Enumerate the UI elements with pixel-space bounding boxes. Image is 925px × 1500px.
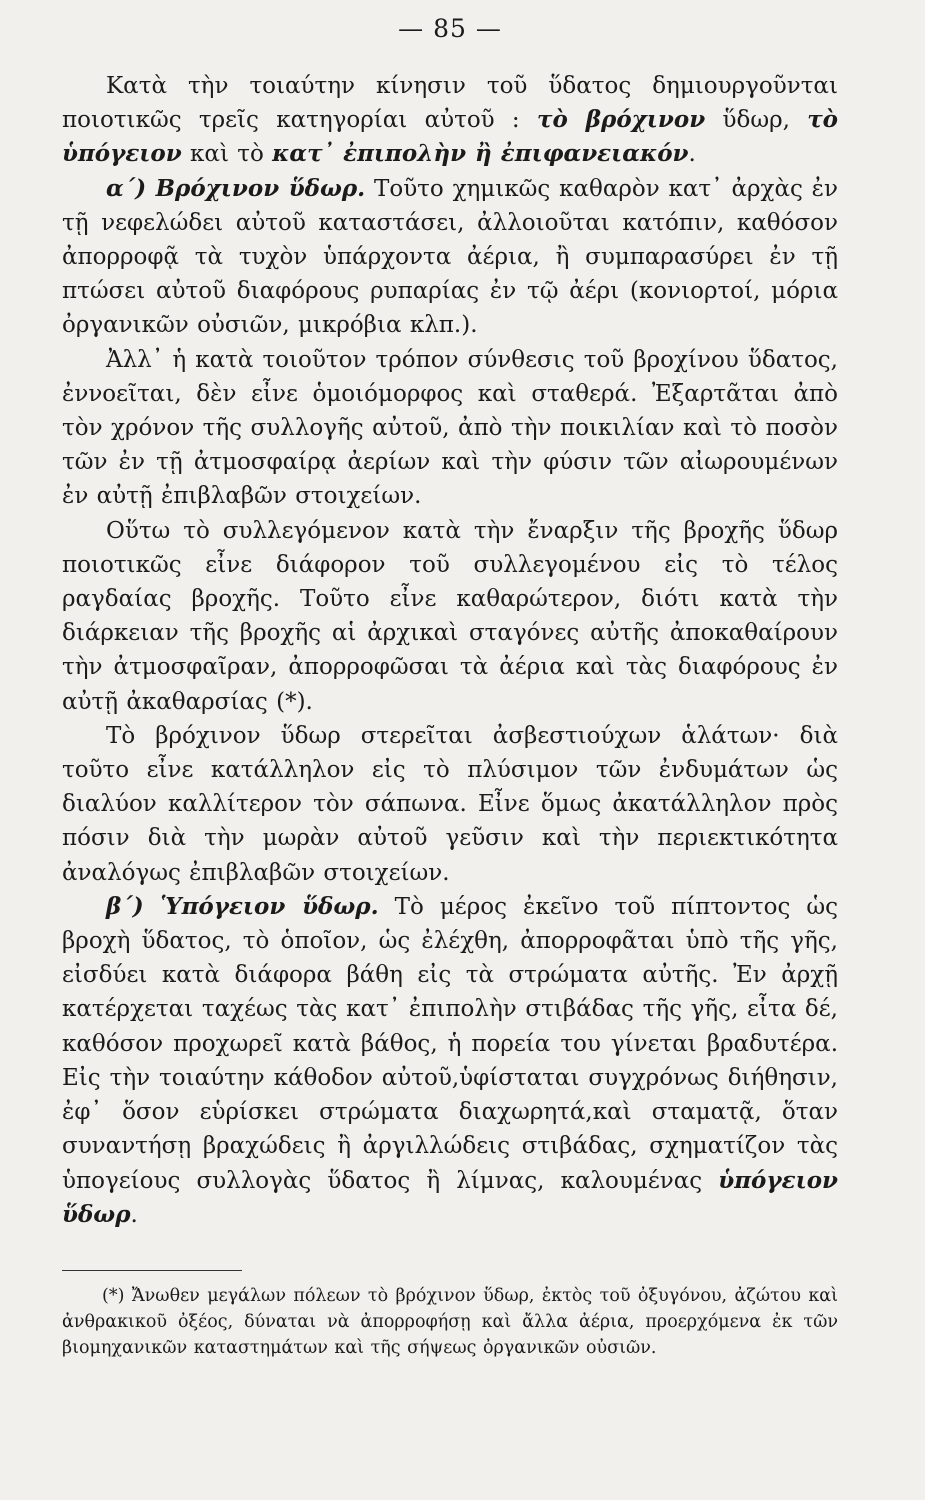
paragraph-rain-water <box>62 172 838 343</box>
paragraph-ground-water <box>62 890 838 1232</box>
paragraph-text: ὕδωρ, <box>705 107 808 134</box>
page-body <box>62 69 838 1232</box>
section-heading-ground-water: β΄) Ὑπόγειον ὕδωρ. <box>106 892 379 920</box>
paragraph-usage <box>62 719 838 890</box>
term-rain-water: τὸ βρόχινον <box>536 106 706 134</box>
paragraph-composition <box>62 343 838 514</box>
paragraph-text: . <box>130 1201 138 1228</box>
book-page <box>62 14 838 1484</box>
paragraph-text: . <box>688 141 696 168</box>
paragraph-text: Τοῦτο χημικῶς καθαρὸν κατ᾽ ἀρχὰς ἐν τῇ νεφελώδει αὐτοῦ καταστάσει, ἀλλοιοῦται κατόπιν, καθόσον ἀπορροφᾷ τὰ τυχὸν ὑπάρχοντα ἀέρια, ἢ συμπαρασύρει ἐν τῇ πτώσει αὐτοῦ διαφόρους ρυπαρίας ἐν τῷ ἀέρι (κονιορτοί, μόρια ὀργανικῶν οὐσιῶν, μικρόβια κλπ.). <box>62 175 838 339</box>
footnote: (*) Ἄνωθεν μεγάλων πόλεων τὸ βρόχινον ὕδωρ, ἐκτὸς τοῦ ὀξυγόνου, ἀζώτου καὶ ἀνθρακικοῦ ὀξέος, δύναται νὰ ἀπορροφήσῃ καὶ ἄλλα ἀέρια, προερχόμενα ἐκ τῶν βιομηχανικῶν καταστημάτων καὶ τῆς σήψεως ὀργανικῶν οὐσιῶν. <box>62 1285 838 1358</box>
section-heading-rain-water: α΄) Βρόχινον ὕδωρ. <box>106 174 366 202</box>
paragraph-text: Οὕτω τὸ συλλεγόμενον κατὰ τὴν ἔναρξιν τῆς βροχῆς ὕδωρ ποιοτικῶς εἶνε διάφορον τοῦ συλλεγομένου εἰς τὸ τέλος ραγδαίας βροχῆς. Τοῦτο εἶνε καθαρώτερον, διότι κατὰ τὴν διάρκειαν τῆς βροχῆς αἱ ἀρχικαὶ σταγόνες αὐτῆς ἀποκαθαίρουν τὴν ἀτμοσφαῖραν, ἀπορροφῶσαι τὰ ἀέρια καὶ τὰς διαφόρους ἐν αὐτῇ ἀκαθαρσίας (*). <box>62 517 838 715</box>
paragraph-text: Κατὰ τὴν τοιαύτην κίνησιν τοῦ ὕδατος δημιουργοῦνται ποιοτικῶς τρεῖς κατηγορίαι αὐτοῦ : <box>62 73 838 134</box>
paragraph-text: καὶ τὸ <box>181 141 273 168</box>
paragraph-intro <box>62 69 838 172</box>
paragraph-text: Ἀλλ᾽ ἡ κατὰ τοιοῦτον τρόπον σύνθεσις τοῦ βροχίνου ὕδατος, ἐννοεῖται, δὲν εἶνε ὁμοιόμορφος καὶ σταθερά. Ἐξαρτᾶται ἀπὸ τὸν χρόνον τῆς συλλογῆς αὐτοῦ, ἀπὸ τὴν ποικιλίαν καὶ τὸ ποσὸν τῶν ἐν τῇ ἀτμοσφαίρᾳ ἀερίων καὶ τὴν φύσιν τῶν αἰωρουμένων ἐν αὐτῇ ἐπιβλαβῶν στοιχείων. <box>62 346 838 510</box>
term-ground-water-end: ὑπόγειον ὕδωρ <box>62 1166 838 1228</box>
paragraph-text: Τὸ μέρος ἐκεῖνο τοῦ πίπτοντος ὡς βροχὴ ὕδατος, τὸ ὁποῖον, ὡς ἐλέχθη, ἀπορροφᾶται ὑπὸ τῆς γῆς, εἰσδύει κατὰ διάφορα βάθη εἰς τὰ στρώματα αὐτῆς. Ἐν ἀρχῇ κατέρχεται ταχέως τὰς κατ᾽ ἐπιπολὴν στιβάδας τῆς γῆς, εἶτα δέ, καθόσον προχωρεῖ κατὰ βάθος, ἡ πορεία του γίνεται βραδυτέρα. Εἰς τὴν τοιαύτην κάθοδον αὐτοῦ,ὑφίσταται συγχρόνως διήθησιν, ἐφ᾽ ὅσον εὑρίσκει στρώματα διαχωρητά,καὶ σταματᾷ, ὅταν συναντήσῃ βραχώδεις ἢ ἀργιλλώδεις στιβάδας, σχηματίζον τὰς ὑπογείους συλλογὰς ὕδατος ἢ λίμνας, καλουμένας <box>62 893 838 1194</box>
footnote-divider <box>62 1270 242 1271</box>
paragraph-text: Τὸ βρόχινον ὕδωρ στερεῖται ἀσβεστιούχων ἁλάτων· διὰ τοῦτο εἶνε κατάλληλον εἰς τὸ πλύσιμον τῶν ἐνδυμάτων ὡς διαλύον καλλίτερον τὸν σάπωνα. Εἶνε ὅμως ἀκατάλληλον πρὸς πόσιν διὰ τὴν μωρὰν αὐτοῦ γεῦσιν καὶ τὴν περιεκτικότητα ἀναλόγως ἐπιβλαβῶν στοιχείων. <box>62 722 838 886</box>
page-number: — 85 — <box>398 14 502 43</box>
term-surface-water: κατ᾽ ἐπιπολὴν ἢ ἐπιφανειακόν <box>272 140 689 168</box>
paragraph-collection <box>62 514 838 719</box>
footnote-block <box>62 1283 838 1361</box>
term-ground-water: τὸ ὑπόγειον <box>62 106 839 168</box>
